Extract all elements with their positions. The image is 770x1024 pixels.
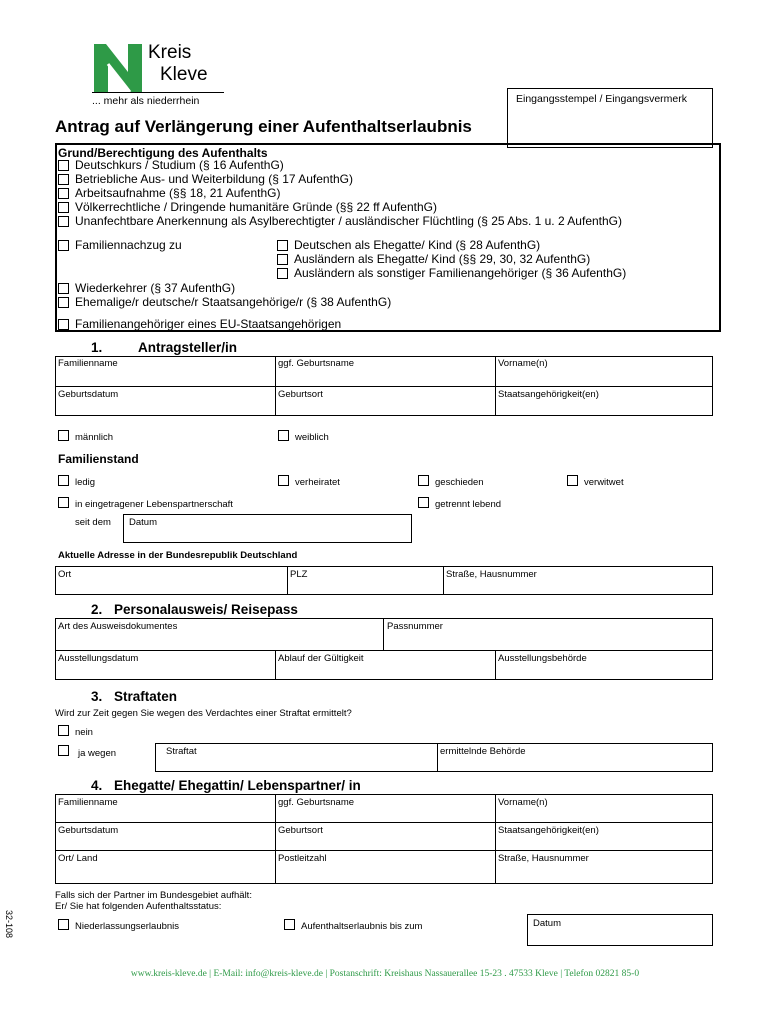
partner-strasse-field[interactable]: Straße, Hausnummer [498, 853, 589, 864]
staatsangehoerigkeit-field[interactable]: Staatsangehörigkeit(en) [498, 389, 599, 400]
ausweisart-field[interactable]: Art des Ausweisdokumentes [58, 621, 178, 632]
straftat-question: Wird zur Zeit gegen Sie wegen des Verdachtes einer Straftat ermittelt? [55, 708, 352, 719]
checkbox[interactable] [58, 240, 69, 251]
checkbox[interactable] [58, 497, 69, 508]
geburtsort-field[interactable]: Geburtsort [278, 389, 323, 400]
checkbox[interactable] [567, 475, 578, 486]
straftat-table [155, 743, 713, 772]
checkbox[interactable] [58, 725, 69, 736]
checkbox[interactable] [58, 297, 69, 308]
geburtsdatum-field[interactable]: Geburtsdatum [58, 389, 119, 400]
sec4-number: 4. [91, 778, 103, 793]
sec2-title: Personalausweis/ Reisepass [114, 602, 298, 617]
partner-staatsangehoerigkeit-field[interactable]: Staatsangehörigkeit(en) [498, 825, 599, 836]
partner-info-1: Falls sich der Partner im Bundesgebiet aufhält: [55, 890, 252, 901]
checkbox[interactable] [58, 475, 69, 486]
footer: www.kreis-kleve.de | E-Mail: info@kreis-kleve.de | Postanschrift: Kreishaus Nassauerallee 15-23 . 47533 Kleve | Telefon 02821 85-0 [130, 969, 640, 979]
ausstellungsbehoerde-field[interactable]: Ausstellungsbehörde [498, 653, 587, 664]
checkbox[interactable] [278, 475, 289, 486]
stamp-box [507, 88, 713, 148]
vorname-field[interactable]: Vorname(n) [498, 358, 548, 369]
geburtsname-field[interactable]: ggf. Geburtsname [278, 358, 355, 369]
familienstand-heading: Familienstand [58, 452, 139, 466]
checkbox[interactable] [58, 919, 69, 930]
checkbox[interactable] [418, 497, 429, 508]
grund-heading: Grund/Berechtigung des Aufenthalts [58, 146, 268, 160]
partner-geburtsdatum-field[interactable]: Geburtsdatum [58, 825, 119, 836]
checkbox[interactable] [277, 254, 288, 265]
straftat-field[interactable]: Straftat [166, 746, 197, 757]
partner-info-2: Er/ Sie hat folgenden Aufenthaltsstatus: [55, 901, 222, 912]
partner-geburtsname-field[interactable]: ggf. Geburtsname [278, 797, 355, 808]
logo-line2: Kleve [160, 64, 208, 85]
adresse-table [55, 566, 713, 595]
checkbox[interactable] [58, 188, 69, 199]
side-code: 32-108 [4, 910, 14, 939]
aufenthalt-datum-field[interactable] [527, 914, 713, 946]
partner-familienname-field[interactable]: Familienname [58, 797, 118, 808]
checkbox[interactable] [58, 160, 69, 171]
checkbox[interactable] [284, 919, 295, 930]
tagline: ... mehr als niederrhein [92, 95, 200, 107]
sec2-number: 2. [91, 602, 103, 617]
checkbox[interactable] [277, 268, 288, 279]
partner-vorname-field[interactable]: Vorname(n) [498, 797, 548, 808]
adresse-heading: Aktuelle Adresse in der Bundesrepublik Deutschland [58, 550, 298, 561]
ort-field[interactable]: Ort [58, 569, 72, 580]
checkbox[interactable] [58, 745, 69, 756]
logo-line1: Kreis [148, 42, 192, 63]
checkbox[interactable] [418, 475, 429, 486]
checkbox[interactable] [277, 240, 288, 251]
seit-dem-datum-field[interactable] [123, 514, 412, 543]
seit-dem-label: seit dem [75, 517, 111, 528]
checkbox[interactable] [58, 319, 69, 330]
checkbox[interactable] [58, 283, 69, 294]
partner-plz-field[interactable]: Postleitzahl [278, 853, 327, 864]
passnummer-field[interactable]: Passnummer [387, 621, 443, 632]
sec4-title: Ehegatte/ Ehegattin/ Lebenspartner/ in [114, 778, 361, 793]
gueltigkeit-field[interactable]: Ablauf der Gültigkeit [278, 653, 364, 664]
checkbox[interactable] [58, 216, 69, 227]
partner-geburtsort-field[interactable]: Geburtsort [278, 825, 323, 836]
behoerde-field[interactable]: ermittelnde Behörde [440, 746, 526, 757]
sec3-title: Straftaten [114, 689, 178, 704]
stamp-label: Eingangsstempel / Eingangsvermerk [516, 93, 688, 105]
sec3-number: 3. [91, 689, 103, 704]
checkbox[interactable] [278, 430, 289, 441]
aufenthalt-datum-label: Datum [533, 918, 561, 929]
partner-ort-field[interactable]: Ort/ Land [58, 853, 98, 864]
kreis-kleve-logo-icon [92, 42, 144, 94]
strasse-field[interactable]: Straße, Hausnummer [446, 569, 537, 580]
logo [92, 42, 232, 94]
datum-label: Datum [129, 517, 157, 528]
checkbox[interactable] [58, 430, 69, 441]
checkbox[interactable] [58, 174, 69, 185]
page-title: Antrag auf Verlängerung einer Aufenthaltserlaubnis [55, 117, 472, 136]
checkbox[interactable] [58, 202, 69, 213]
ausstellungsdatum-field[interactable]: Ausstellungsdatum [58, 653, 139, 664]
familienname-field[interactable]: Familienname [58, 358, 118, 369]
sec1-number: 1. [91, 340, 103, 355]
sec1-title: Antragsteller/in [138, 340, 238, 355]
sec4-table [55, 794, 713, 884]
plz-field[interactable]: PLZ [290, 569, 308, 580]
